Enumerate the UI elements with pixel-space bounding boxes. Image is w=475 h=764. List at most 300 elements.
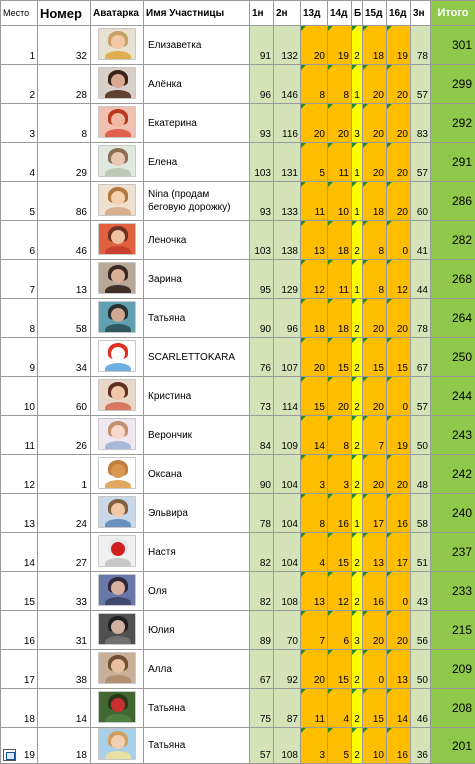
cell-bonus[interactable] [352, 689, 363, 728]
cell-day-14[interactable] [328, 416, 352, 455]
comment-marker-icon [363, 338, 368, 343]
cell-week-3[interactable] [411, 182, 431, 221]
cell-day-16[interactable] [387, 260, 411, 299]
cell-day-16[interactable] [387, 494, 411, 533]
header-bonus[interactable]: Б [352, 1, 363, 26]
cell-week-3[interactable] [411, 494, 431, 533]
cell-bonus[interactable] [352, 221, 363, 260]
cell-day-16[interactable] [387, 221, 411, 260]
cell-week-1[interactable] [250, 455, 274, 494]
paste-options-icon[interactable] [3, 749, 16, 761]
cell-week-2[interactable] [274, 377, 301, 416]
cell-place[interactable] [1, 455, 38, 494]
cell-day-14-value: 16 [338, 519, 349, 530]
cell-total[interactable] [431, 299, 475, 338]
cell-week-2[interactable] [274, 650, 301, 689]
cell-day-13[interactable] [301, 299, 328, 338]
cell-number[interactable] [38, 494, 91, 533]
cell-day-16[interactable] [387, 377, 411, 416]
cell-day-14[interactable] [328, 689, 352, 728]
cell-bonus[interactable] [352, 143, 363, 182]
cell-week-3-value: 50 [417, 675, 428, 686]
cell-week-1[interactable] [250, 26, 274, 65]
cell-total[interactable] [431, 611, 475, 650]
cell-day-13[interactable] [301, 221, 328, 260]
cell-place[interactable] [1, 728, 38, 764]
avatar[interactable] [98, 301, 136, 333]
cell-place[interactable] [1, 299, 38, 338]
cell-week-3[interactable] [411, 650, 431, 689]
cell-day-13[interactable] [301, 494, 328, 533]
avatar[interactable] [98, 223, 136, 255]
cell-day-14[interactable] [328, 65, 352, 104]
cell-day-15[interactable] [363, 416, 387, 455]
cell-place[interactable] [1, 182, 38, 221]
cell-avatar[interactable] [91, 65, 144, 104]
cell-bonus[interactable] [352, 260, 363, 299]
avatar[interactable] [98, 340, 136, 372]
cell-place[interactable] [1, 65, 38, 104]
cell-place[interactable] [1, 416, 38, 455]
cell-number[interactable] [38, 182, 91, 221]
cell-day-14[interactable] [328, 650, 352, 689]
cell-day-15[interactable] [363, 104, 387, 143]
cell-avatar[interactable] [91, 572, 144, 611]
header-day-15[interactable]: 15д [363, 1, 387, 26]
avatar[interactable] [98, 728, 136, 760]
cell-bonus[interactable] [352, 494, 363, 533]
cell-day-14[interactable] [328, 221, 352, 260]
cell-number[interactable] [38, 143, 91, 182]
avatar[interactable] [98, 418, 136, 450]
cell-avatar[interactable] [91, 533, 144, 572]
cell-week-3[interactable] [411, 221, 431, 260]
cell-bonus-value: 1 [354, 90, 360, 101]
cell-avatar[interactable] [91, 650, 144, 689]
cell-day-14[interactable] [328, 26, 352, 65]
cell-day-13[interactable] [301, 65, 328, 104]
cell-day-16[interactable] [387, 455, 411, 494]
cell-bonus[interactable] [352, 182, 363, 221]
avatar[interactable] [98, 652, 136, 684]
cell-place[interactable] [1, 533, 38, 572]
cell-avatar[interactable] [91, 416, 144, 455]
cell-week-1[interactable] [250, 182, 274, 221]
cell-place[interactable] [1, 650, 38, 689]
cell-place[interactable] [1, 377, 38, 416]
cell-total[interactable] [431, 221, 475, 260]
cell-day-16[interactable] [387, 533, 411, 572]
cell-avatar[interactable] [91, 377, 144, 416]
cell-day-14[interactable] [328, 611, 352, 650]
cell-week-1[interactable] [250, 260, 274, 299]
cell-place[interactable] [1, 338, 38, 377]
cell-day-15[interactable] [363, 533, 387, 572]
cell-total[interactable] [431, 377, 475, 416]
cell-day-14[interactable] [328, 533, 352, 572]
cell-week-1[interactable] [250, 611, 274, 650]
avatar[interactable] [98, 613, 136, 645]
cell-day-15[interactable] [363, 455, 387, 494]
cell-week-2[interactable] [274, 689, 301, 728]
cell-avatar[interactable] [91, 221, 144, 260]
avatar[interactable] [98, 535, 136, 567]
avatar[interactable] [98, 574, 136, 606]
cell-week-1[interactable] [250, 533, 274, 572]
cell-week-3[interactable] [411, 455, 431, 494]
cell-number[interactable] [38, 416, 91, 455]
cell-total[interactable] [431, 338, 475, 377]
cell-week-2[interactable] [274, 299, 301, 338]
cell-day-13[interactable] [301, 104, 328, 143]
cell-day-13[interactable] [301, 377, 328, 416]
cell-place-value: 13 [24, 519, 35, 530]
cell-number[interactable] [38, 533, 91, 572]
cell-avatar[interactable] [91, 182, 144, 221]
cell-day-13[interactable] [301, 143, 328, 182]
cell-day-16[interactable] [387, 728, 411, 764]
cell-avatar[interactable] [91, 338, 144, 377]
cell-day-16-value: 17 [397, 558, 408, 569]
cell-total[interactable] [431, 650, 475, 689]
cell-week-1[interactable] [250, 338, 274, 377]
cell-place[interactable] [1, 221, 38, 260]
cell-day-15[interactable] [363, 494, 387, 533]
cell-name[interactable] [144, 377, 250, 416]
cell-day-13[interactable] [301, 182, 328, 221]
cell-week-3[interactable] [411, 533, 431, 572]
cell-avatar[interactable] [91, 689, 144, 728]
cell-bonus[interactable] [352, 572, 363, 611]
cell-week-2[interactable] [274, 533, 301, 572]
cell-day-13[interactable] [301, 416, 328, 455]
cell-day-16-value: 20 [397, 324, 408, 335]
cell-day-13[interactable] [301, 26, 328, 65]
header-week-2[interactable]: 2н [274, 1, 301, 26]
cell-number[interactable] [38, 611, 91, 650]
cell-avatar[interactable] [91, 143, 144, 182]
cell-total[interactable] [431, 728, 475, 764]
cell-day-14[interactable] [328, 104, 352, 143]
header-total[interactable]: Итого [431, 1, 475, 26]
cell-week-3[interactable] [411, 728, 431, 764]
cell-number[interactable] [38, 650, 91, 689]
cell-day-15[interactable] [363, 26, 387, 65]
cell-week-3[interactable] [411, 416, 431, 455]
cell-day-13[interactable] [301, 338, 328, 377]
header-day-14[interactable]: 14д [328, 1, 352, 26]
cell-day-15[interactable] [363, 728, 387, 764]
cell-week-3[interactable] [411, 143, 431, 182]
avatar[interactable] [98, 691, 136, 723]
table-row [1, 533, 475, 572]
cell-day-14[interactable] [328, 572, 352, 611]
cell-avatar[interactable] [91, 104, 144, 143]
cell-number[interactable] [38, 728, 91, 764]
cell-bonus[interactable] [352, 377, 363, 416]
cell-place[interactable] [1, 494, 38, 533]
cell-bonus[interactable] [352, 299, 363, 338]
avatar[interactable] [98, 496, 136, 528]
cell-day-14[interactable] [328, 299, 352, 338]
cell-week-1[interactable] [250, 143, 274, 182]
cell-total[interactable] [431, 494, 475, 533]
header-day-13[interactable]: 13д [301, 1, 328, 26]
cell-week-1[interactable] [250, 377, 274, 416]
cell-day-13[interactable] [301, 455, 328, 494]
cell-bonus[interactable] [352, 65, 363, 104]
cell-name[interactable] [144, 65, 250, 104]
cell-day-16[interactable] [387, 65, 411, 104]
cell-total[interactable] [431, 533, 475, 572]
cell-bonus[interactable] [352, 104, 363, 143]
cell-total[interactable] [431, 689, 475, 728]
cell-day-16[interactable] [387, 26, 411, 65]
cell-total[interactable] [431, 572, 475, 611]
avatar[interactable] [98, 145, 136, 177]
cell-bonus[interactable] [352, 455, 363, 494]
cell-week-3[interactable] [411, 611, 431, 650]
comment-marker-icon [363, 221, 368, 226]
cell-week-1[interactable] [250, 221, 274, 260]
cell-week-3[interactable] [411, 104, 431, 143]
cell-day-15-value: 18 [373, 207, 384, 218]
cell-week-3[interactable] [411, 65, 431, 104]
cell-avatar[interactable] [91, 611, 144, 650]
cell-day-16[interactable] [387, 299, 411, 338]
cell-avatar[interactable] [91, 299, 144, 338]
cell-day-13[interactable] [301, 650, 328, 689]
cell-number[interactable] [38, 260, 91, 299]
cell-week-3[interactable] [411, 689, 431, 728]
cell-week-3[interactable] [411, 377, 431, 416]
cell-name[interactable] [144, 299, 250, 338]
cell-week-2[interactable] [274, 182, 301, 221]
header-week-1[interactable]: 1н [250, 1, 274, 26]
cell-number[interactable] [38, 572, 91, 611]
header-number[interactable]: Номер [38, 1, 91, 26]
cell-week-2[interactable] [274, 416, 301, 455]
cell-day-15[interactable] [363, 260, 387, 299]
cell-avatar[interactable] [91, 260, 144, 299]
cell-name[interactable] [144, 533, 250, 572]
avatar[interactable] [98, 67, 136, 99]
header-place[interactable]: Место [1, 1, 38, 26]
cell-total[interactable] [431, 104, 475, 143]
cell-week-3[interactable] [411, 260, 431, 299]
cell-number[interactable] [38, 299, 91, 338]
cell-name[interactable] [144, 416, 250, 455]
cell-week-2[interactable] [274, 221, 301, 260]
cell-bonus[interactable] [352, 728, 363, 764]
cell-week-3[interactable] [411, 338, 431, 377]
cell-name[interactable] [144, 143, 250, 182]
cell-day-13[interactable] [301, 689, 328, 728]
header-day-16[interactable]: 16д [387, 1, 411, 26]
cell-place[interactable] [1, 26, 38, 65]
cell-name[interactable] [144, 104, 250, 143]
cell-bonus[interactable] [352, 533, 363, 572]
cell-day-15[interactable] [363, 221, 387, 260]
cell-avatar[interactable] [91, 728, 144, 764]
avatar[interactable] [98, 379, 136, 411]
cell-day-15[interactable] [363, 143, 387, 182]
cell-day-14[interactable] [328, 338, 352, 377]
cell-number[interactable] [38, 26, 91, 65]
avatar[interactable] [98, 184, 136, 216]
cell-week-1[interactable] [250, 416, 274, 455]
cell-day-14[interactable] [328, 494, 352, 533]
cell-total[interactable] [431, 416, 475, 455]
cell-avatar[interactable] [91, 455, 144, 494]
cell-week-2[interactable] [274, 65, 301, 104]
cell-place[interactable] [1, 104, 38, 143]
avatar-body-shape [105, 558, 131, 567]
cell-day-16[interactable] [387, 416, 411, 455]
cell-week-2[interactable] [274, 611, 301, 650]
cell-bonus-value: 3 [354, 129, 360, 140]
cell-day-13[interactable] [301, 611, 328, 650]
cell-bonus-value: 2 [354, 246, 360, 257]
cell-day-16[interactable] [387, 650, 411, 689]
cell-week-3[interactable] [411, 299, 431, 338]
cell-place[interactable] [1, 611, 38, 650]
cell-week-2[interactable] [274, 260, 301, 299]
cell-day-13[interactable] [301, 533, 328, 572]
cell-day-15[interactable] [363, 689, 387, 728]
cell-day-14[interactable] [328, 260, 352, 299]
cell-day-15[interactable] [363, 377, 387, 416]
cell-number[interactable] [38, 338, 91, 377]
cell-day-16[interactable] [387, 143, 411, 182]
cell-name[interactable] [144, 260, 250, 299]
header-avatar[interactable]: Аватарка [91, 1, 144, 26]
cell-day-15[interactable] [363, 182, 387, 221]
cell-week-1[interactable] [250, 689, 274, 728]
cell-week-1[interactable] [250, 572, 274, 611]
cell-bonus[interactable] [352, 416, 363, 455]
cell-day-14[interactable] [328, 377, 352, 416]
cell-day-16[interactable] [387, 689, 411, 728]
cell-total[interactable] [431, 182, 475, 221]
cell-name[interactable] [144, 689, 250, 728]
cell-name[interactable] [144, 572, 250, 611]
cell-place[interactable] [1, 689, 38, 728]
cell-week-2[interactable] [274, 455, 301, 494]
cell-name[interactable] [144, 26, 250, 65]
avatar[interactable] [98, 28, 136, 60]
cell-day-13[interactable] [301, 572, 328, 611]
cell-name[interactable] [144, 728, 250, 764]
cell-day-15[interactable] [363, 572, 387, 611]
cell-avatar[interactable] [91, 26, 144, 65]
cell-day-15[interactable] [363, 338, 387, 377]
cell-name[interactable] [144, 221, 250, 260]
header-week-3[interactable]: 3н [411, 1, 431, 26]
cell-bonus[interactable] [352, 611, 363, 650]
cell-week-3[interactable] [411, 26, 431, 65]
cell-number[interactable] [38, 221, 91, 260]
cell-name[interactable] [144, 455, 250, 494]
cell-total[interactable] [431, 143, 475, 182]
cell-week-2[interactable] [274, 26, 301, 65]
comment-marker-icon [363, 377, 368, 382]
header-name[interactable]: Имя Участницы [144, 1, 250, 26]
cell-week-1[interactable] [250, 728, 274, 764]
cell-week-1[interactable] [250, 104, 274, 143]
cell-week-1[interactable] [250, 650, 274, 689]
cell-number[interactable] [38, 689, 91, 728]
cell-day-16[interactable] [387, 338, 411, 377]
cell-total[interactable] [431, 26, 475, 65]
cell-name[interactable] [144, 611, 250, 650]
cell-place[interactable] [1, 572, 38, 611]
cell-day-15[interactable] [363, 299, 387, 338]
cell-number-value: 46 [76, 246, 87, 257]
cell-bonus-value: 2 [354, 597, 360, 608]
cell-day-15[interactable] [363, 650, 387, 689]
cell-day-13[interactable] [301, 260, 328, 299]
cell-place[interactable] [1, 143, 38, 182]
cell-week-2[interactable] [274, 572, 301, 611]
cell-day-14[interactable] [328, 455, 352, 494]
cell-name[interactable] [144, 338, 250, 377]
cell-number[interactable] [38, 65, 91, 104]
cell-week-2[interactable] [274, 728, 301, 764]
cell-bonus[interactable] [352, 650, 363, 689]
cell-day-15-value: 20 [373, 324, 384, 335]
cell-number[interactable] [38, 104, 91, 143]
cell-day-14[interactable] [328, 182, 352, 221]
cell-bonus[interactable] [352, 26, 363, 65]
cell-day-14[interactable] [328, 143, 352, 182]
cell-day-16[interactable] [387, 572, 411, 611]
cell-total[interactable] [431, 260, 475, 299]
cell-week-2[interactable] [274, 143, 301, 182]
avatar[interactable] [98, 106, 136, 138]
comment-marker-icon [363, 533, 368, 538]
cell-day-13[interactable] [301, 728, 328, 764]
cell-day-13-value: 4 [319, 558, 325, 569]
cell-week-1[interactable] [250, 299, 274, 338]
comment-marker-icon [363, 728, 368, 733]
cell-place[interactable] [1, 260, 38, 299]
cell-number[interactable] [38, 455, 91, 494]
avatar[interactable] [98, 457, 136, 489]
cell-avatar[interactable] [91, 494, 144, 533]
cell-week-2[interactable] [274, 338, 301, 377]
cell-week-2[interactable] [274, 494, 301, 533]
cell-week-3[interactable] [411, 572, 431, 611]
cell-day-16[interactable] [387, 611, 411, 650]
cell-day-16[interactable] [387, 104, 411, 143]
cell-number[interactable] [38, 377, 91, 416]
cell-day-15[interactable] [363, 611, 387, 650]
cell-bonus[interactable] [352, 338, 363, 377]
cell-day-15[interactable] [363, 65, 387, 104]
cell-total[interactable] [431, 455, 475, 494]
cell-week-1[interactable] [250, 494, 274, 533]
cell-name[interactable] [144, 494, 250, 533]
cell-name[interactable] [144, 650, 250, 689]
cell-day-16[interactable] [387, 182, 411, 221]
avatar[interactable] [98, 262, 136, 294]
cell-day-14[interactable] [328, 728, 352, 764]
cell-week-1[interactable] [250, 65, 274, 104]
cell-week-2[interactable] [274, 104, 301, 143]
cell-total[interactable] [431, 65, 475, 104]
cell-name[interactable] [144, 182, 250, 221]
